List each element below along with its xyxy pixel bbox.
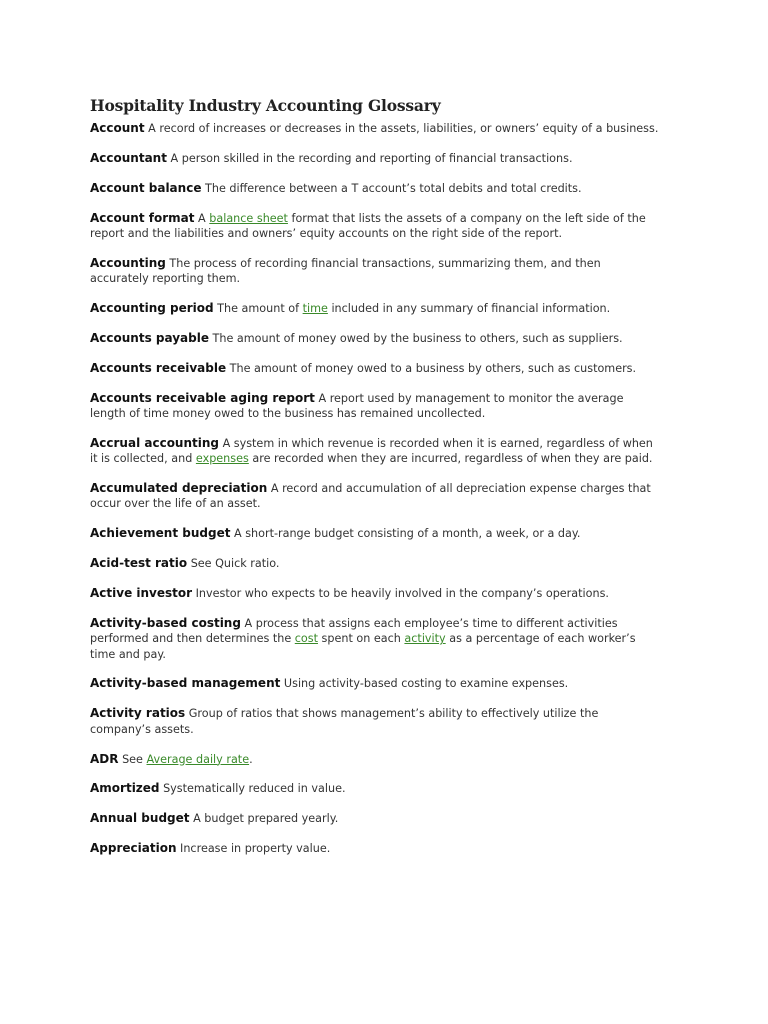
glossary-definition-text: included in any summary of financial information. bbox=[327, 302, 611, 316]
glossary-entry bbox=[90, 526, 660, 541]
glossary-definition-text: format that lists the assets of a company on the left side of the report and the liabilities and owners’ equity accounts on the right side of the report. bbox=[90, 211, 646, 240]
glossary-entry bbox=[90, 616, 660, 662]
glossary-term: Achievement budget bbox=[90, 526, 231, 541]
glossary-entry bbox=[90, 331, 660, 346]
glossary-definition-text: . bbox=[249, 752, 253, 766]
glossary-definition-text: A person skilled in the recording and reporting of financial transactions. bbox=[170, 151, 573, 165]
glossary-definition-text: are recorded when they are incurred, regardless of when they are paid. bbox=[248, 452, 653, 466]
glossary-definition-text: A report used by management to monitor the average length of time money owed to the business has remained uncollected. bbox=[90, 391, 624, 421]
glossary-term: ADR bbox=[90, 751, 119, 766]
glossary-link[interactable]: time bbox=[302, 302, 328, 316]
glossary-definition-text: Investor who expects to be heavily involved in the company’s operations. bbox=[195, 587, 609, 601]
page-title: Hospitality Industry Accounting Glossary bbox=[90, 96, 441, 115]
glossary-term: Accounting bbox=[90, 255, 166, 270]
glossary-link[interactable]: Average daily rate bbox=[146, 752, 250, 766]
glossary-term: Activity-based management bbox=[90, 676, 281, 691]
glossary-definition-text: Increase in property value. bbox=[180, 842, 331, 856]
glossary-definition-text: Systematically reduced in value. bbox=[163, 782, 346, 796]
glossary-link[interactable]: activity bbox=[404, 632, 446, 646]
glossary-definition-text: A process that assigns each employee’s time to different activities performed and then determines the bbox=[90, 616, 618, 646]
glossary-definition-text: A system in which revenue is recorded when it is earned, regardless of when it is collected, and bbox=[90, 436, 653, 466]
glossary-entry bbox=[90, 706, 660, 737]
glossary-entry bbox=[90, 211, 660, 242]
glossary-definition-text: A short-range budget consisting of a month, a week, or a day. bbox=[234, 527, 581, 541]
glossary-definition-text: The difference between a T account’s total debits and total credits. bbox=[205, 181, 582, 195]
glossary-definition-text: as a percentage of each worker’s time and pay. bbox=[90, 632, 636, 661]
glossary-entry bbox=[90, 301, 660, 316]
glossary-term: Accumulated depreciation bbox=[90, 481, 268, 496]
glossary-term: Accounts receivable bbox=[90, 360, 227, 375]
glossary-entry bbox=[90, 181, 660, 196]
glossary-entry bbox=[90, 391, 660, 422]
glossary-entry bbox=[90, 586, 660, 601]
glossary-link[interactable]: balance sheet bbox=[209, 211, 288, 225]
glossary-entry bbox=[90, 256, 660, 287]
glossary-term: Appreciation bbox=[90, 841, 177, 856]
glossary-term: Accountant bbox=[90, 150, 167, 165]
glossary-term: Active investor bbox=[90, 586, 193, 601]
glossary-entry bbox=[90, 556, 660, 571]
glossary-term: Account balance bbox=[90, 180, 202, 195]
glossary-definition-text: spent on each bbox=[317, 632, 405, 646]
glossary-definition-text: A record of increases or decreases in the assets, liabilities, or owners’ equity of a business. bbox=[148, 122, 659, 135]
glossary-definition-text: A record and accumulation of all depreciation expense charges that occur over the life of an asset. bbox=[90, 482, 651, 511]
glossary-definition-text: See bbox=[122, 752, 147, 766]
glossary-entry bbox=[90, 781, 660, 796]
glossary-term: Activity ratios bbox=[90, 706, 186, 721]
glossary-term: Activity-based costing bbox=[90, 615, 241, 630]
glossary-definition-text: The amount of money owed to a business by others, such as customers. bbox=[229, 361, 637, 375]
glossary-entry bbox=[90, 436, 660, 467]
glossary-definition-text: A budget prepared yearly. bbox=[193, 812, 339, 826]
glossary-definition-text: A bbox=[198, 211, 210, 225]
glossary-definition-text: The amount of money owed by the business to others, such as suppliers. bbox=[212, 331, 623, 345]
glossary-definition-text: See Quick ratio. bbox=[190, 557, 280, 571]
glossary-definition-text: The amount of bbox=[217, 302, 303, 316]
glossary-term: Accounts receivable aging report bbox=[90, 390, 315, 405]
glossary-term: Accrual accounting bbox=[90, 435, 219, 450]
glossary-definition-text: The process of recording financial transactions, summarizing them, and then accurately reporting them. bbox=[90, 256, 601, 286]
glossary-entry bbox=[90, 841, 660, 856]
glossary-entry bbox=[90, 811, 660, 826]
glossary-definition-text: Group of ratios that shows management’s ability to effectively utilize the company’s assets. bbox=[90, 707, 599, 736]
glossary-term: Account format bbox=[90, 210, 195, 225]
glossary-page bbox=[90, 96, 660, 871]
glossary-term: Amortized bbox=[90, 781, 160, 796]
glossary-entry bbox=[90, 121, 660, 136]
glossary-definition-text: Using activity-based costing to examine expenses. bbox=[283, 677, 569, 691]
glossary-entry bbox=[90, 752, 660, 767]
glossary-term: Annual budget bbox=[90, 811, 190, 826]
glossary-link[interactable]: cost bbox=[294, 632, 318, 646]
glossary-link[interactable]: expenses bbox=[195, 452, 249, 466]
glossary-list bbox=[90, 121, 660, 856]
glossary-term: Accounts payable bbox=[90, 330, 209, 345]
glossary-entry bbox=[90, 151, 660, 166]
glossary-entry bbox=[90, 361, 660, 376]
glossary-entry bbox=[90, 676, 660, 691]
glossary-term: Acid-test ratio bbox=[90, 556, 188, 571]
glossary-term: Accounting period bbox=[90, 301, 214, 316]
glossary-entry bbox=[90, 481, 660, 512]
glossary-term: Account bbox=[90, 121, 145, 135]
